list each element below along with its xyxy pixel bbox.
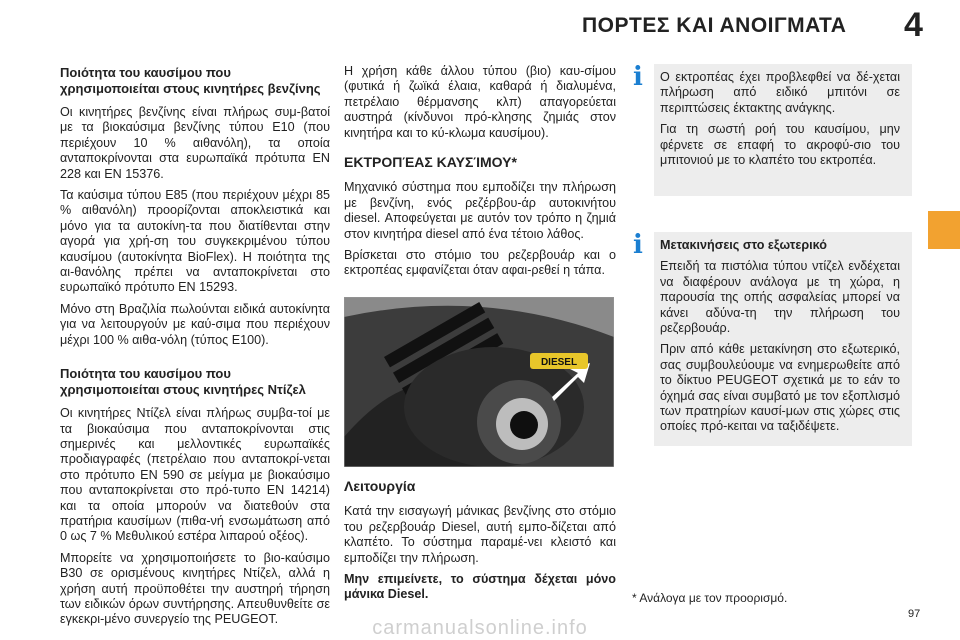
info-paragraph: Ο εκτροπέας έχει προβλεφθεί να δέ-χεται πλήρωση από ειδικό μπιτόνι σε περιπτώσεις έκτακτης ανάγκης. — [660, 70, 900, 115]
page-number: 97 — [908, 608, 921, 620]
chapter-side-tab — [928, 211, 960, 249]
page-header-title: ΠΟΡΤΕΣ ΚΑΙ ΑΝΟΙΓΜΑΤΑ — [582, 14, 847, 37]
info-paragraph: Πριν από κάθε μετακίνηση στο εξωτερικό, σας συμβουλεύουμε να ενημερωθείτε από το δίκτυο PEUGEOT σχετικά με το εάν το όχημά σας είναι συμβατό με τον εξοπλισμό των πρατηρίων καυσί-μων στις χώρες στις οποίες πρό-κειται να ταξιδέψετε. — [660, 342, 900, 434]
footnote: * Ανάλογα με τον προορισμό. — [632, 591, 788, 605]
paragraph: Μόνο στη Βραζιλία πωλούνται ειδικά αυτοκίνητα για να λειτουργούν με καύ-σιμα που περιέχουν μέχρι 100 % αιθα-νόλη (τύπος E100). — [60, 301, 330, 347]
paragraph: Μπορείτε να χρησιμοποιήσετε το βιο-καύσιμο B30 σε ορισμένους κινητήρες Ντίζελ, αλλά η χρήση αυτή προϋποθέτει την αυστηρή τήρηση των ειδικών όρων συντήρησης. Απευθυνθείτε σε εγκεκρι-μένο συνεργείο της PEUGEOT. — [60, 550, 330, 627]
chapter-number: 4 — [904, 6, 923, 44]
paragraph: Οι κινητήρες βενζίνης είναι πλήρως συμ-βατοί με τα βιοκαύσιμα βενζίνης τύπου E10 (που περιέχουν 10 % αιθανόλη), τα οποία ανταποκρίνονται στα ευρωπαϊκά πρότυπα EN 228 και EN 15376. — [60, 105, 330, 181]
info-paragraph: Για τη σωστή ροή του καυσίμου, μην φέρνετε σε επαφή το ακροφύ-σιο του μπιτονιού με το κλαπέτο του εκτροπέα. — [660, 122, 900, 168]
paragraph: Μηχανικό σύστημα που εμποδίζει την πλήρωση με βενζίνη, ενός ρεζέρβου-άρ αυτοκινήτου diesel. Αποφεύγεται με αυτόν τον τρόπο η ζημιά στον κινητήρα diesel από ένα τέτοιο λάθος. — [344, 180, 616, 241]
paragraph: Κατά την εισαγωγή μάνικας βενζίνης στο στόμιο του ρεζερβουάρ Diesel, αυτή εμπο-δίζεται από κλαπέτο. Το σύστημα παραμέ-νει κλειστό και εμποδίζει την πλήρωση. — [344, 504, 616, 565]
paragraph: Βρίσκεται στο στόμιο του ρεζερβουάρ και ο εκτροπέας εμφανίζεται όταν αφαι-ρεθεί η τάπα. — [344, 248, 616, 278]
section-heading-diesel-fuel: Ποιότητα του καυσίμου που χρησιμοποιείται στους κινητήρες Ντίζελ — [60, 366, 306, 398]
info-paragraph: Επειδή τα πιστόλια τύπου ντίζελ ενδέχεται να διαφέρουν ανάλογα με τη χώρα, η παρουσία της οπής ασφαλείας μπορεί να κάνει αδύνα-τη την πλήρωση του ρεζερβουάρ. — [660, 259, 900, 336]
info-box-title: Μετακινήσεις στο εξωτερικό — [660, 238, 827, 252]
subsection-title-operation: Λειτουργία — [344, 477, 416, 494]
middle-column — [344, 64, 616, 609]
section-title-fuel-deflector: ΕΚΤΡΟΠΈΑΣ ΚΑΥΣΊΜΟΥ* — [344, 154, 517, 171]
watermark: carmanualsonline.info — [372, 617, 588, 639]
warning-text: Μην επιμείνετε, το σύστημα δέχεται μόνο μάνικα Diesel. — [344, 571, 616, 602]
info-icon: i — [633, 62, 643, 92]
info-box-emergency-can — [630, 64, 912, 196]
paragraph: Η χρήση κάθε άλλου τύπου (βιο) καυ-σίμου (φυτικά ή ζωϊκά έλαια, καθαρά ή διαλυμένα, πετρέλαιο θέρμανσης κλπ) απαγορεύεται αυστηρά (κίνδυνοι πρό-κλησης ζημιάς στον κινητήρα και το κύ-κλωμα καυσίμου). — [344, 64, 616, 140]
paragraph: Τα καύσιμα τύπου E85 (που περιέχουν μέχρι 85 % αιθανόλη) προορίζονται αποκλειστικά και μόνο για τα αυτοκίνη-τα που διατίθενται στην αγορά για χρή-ση του συγκεκριμένου τύπου καυσίμου (αυτοκίνητα BioFlex). Η ποιότητα της αι-θανόλης πρέπει να ανταποκρίνεται στο ευρωπαϊκό πρότυπο EN 15293. — [60, 188, 330, 295]
info-box-travel-abroad — [630, 232, 912, 446]
paragraph: Οι κινητήρες Ντίζελ είναι πλήρως συμβα-τοί με τα βιοκαύσιμα που ανταποκρίνονται στις σημερινές και μελλοντικές ευρωπαϊκές προδιαγραφές (πετρέλαιο που ανταποκρί-νεται στο πρότυπο EN 590 σε μείγμα με βιοκαύσιμο που ανταποκρίνεται στο πρό-τυπο EN 14214) και τα οποία μπορούν να διατεθούν στα πρατήρια καυσίμων (πιθα-νή ενσωμάτωση από 0 ως 7 % Μεθυλικού εστέρα λιπαρού οξέος). — [60, 406, 330, 544]
left-column — [60, 65, 330, 634]
fuel-filler-photo — [344, 297, 614, 467]
info-box-divider — [630, 232, 654, 446]
fuel-filler-illustration — [344, 297, 614, 467]
section-heading-petrol-fuel: Ποιότητα του καυσίμου που χρησιμοποιείται στους κινητήρες βενζίνης — [60, 65, 321, 96]
diesel-label: DIESEL — [540, 356, 578, 368]
info-icon: i — [633, 230, 643, 260]
